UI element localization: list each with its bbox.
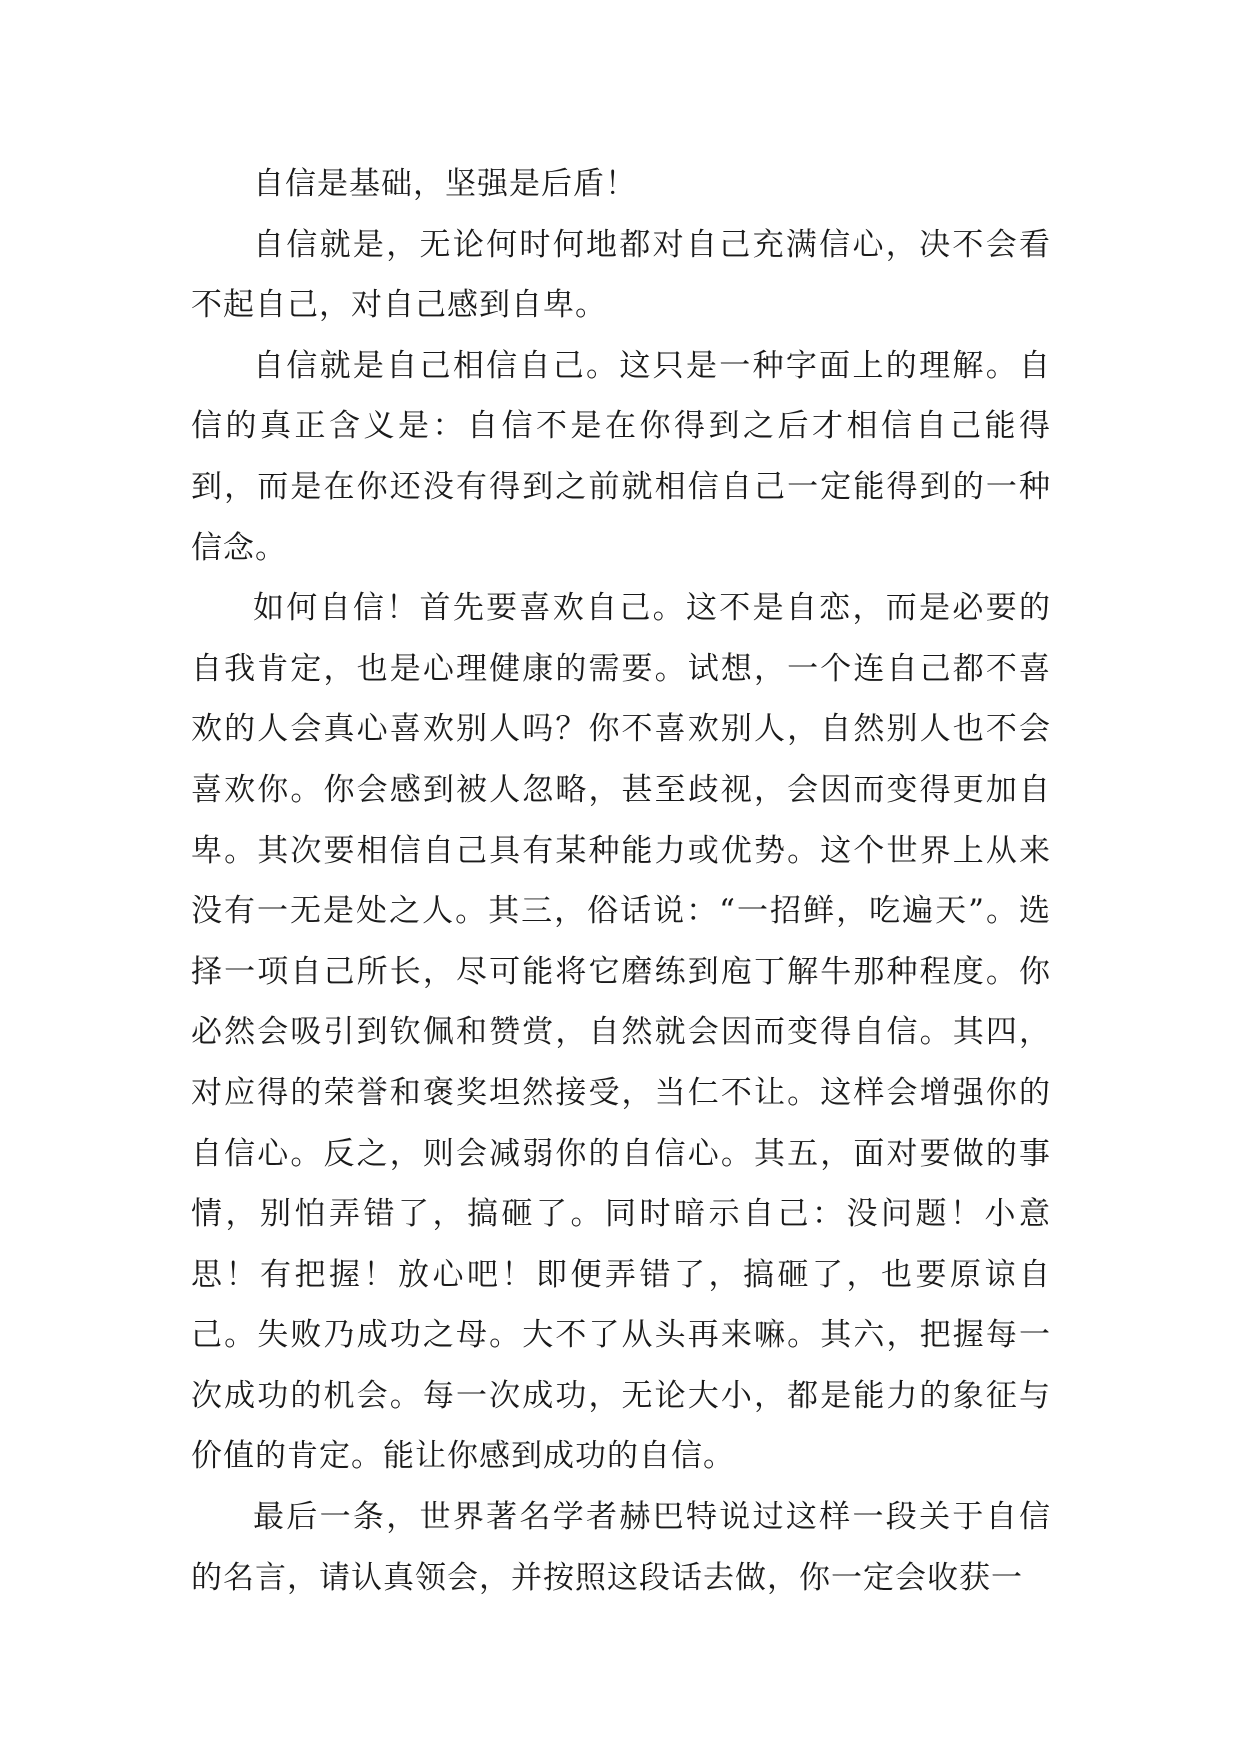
paragraph-how-to: 如何自信！首先要喜欢自己。这不是自恋，而是必要的自我肯定，也是心理健康的需要。试想，一个连自己都不喜欢的人会真心喜欢别人吗？你不喜欢别人，自然别人也不会喜欢你。你会感到被人忽略，甚至歧视，会因而变得更加自卑。其次要相信自己具有某种能力或优势。这个世界上从来没有一无是处之人。其三，俗话说：“一招鲜，吃遍天”。选择一项自己所长，尽可能将它磨练到庖丁解牛那种程度。你必然会吸引到钦佩和赞赏，自然就会因而变得自信。其四，对应得的荣誉和褒奖坦然接受，当仁不让。这样会增强你的自信心。反之，则会减弱你的自信心。其五，面对要做的事情，别怕弄错了，搞砸了。同时暗示自己：没问题！小意思！有把握！放心吧！即便弄错了，搞砸了，也要原谅自己。失败乃成功之母。大不了从头再来嘛。其六，把握每一次成功的机会。每一次成功，无论大小，都是能力的象征与价值的肯定。能让你感到成功的自信。 [191, 590, 1051, 1475]
document-body [191, 154, 1051, 1608]
paragraph-definition: 自信就是，无论何时何地都对自己充满信心，决不会看不起自己，对自己感到自卑。 [191, 226, 1051, 324]
paragraph-meaning: 自信就是自己相信自己。这只是一种字面上的理解。自信的真正含义是：自信不是在你得到之后才相信自己能得到，而是在你还没有得到之前就相信自己一定能得到的一种信念。 [191, 347, 1051, 566]
paragraph-title-line: 自信是基础，坚强是后盾！ [253, 166, 637, 202]
paragraph-final-point: 最后一条，世界著名学者赫巴特说过这样一段关于自信的名言，请认真领会，并按照这段话去做，你一定会收获一 [191, 1499, 1051, 1596]
